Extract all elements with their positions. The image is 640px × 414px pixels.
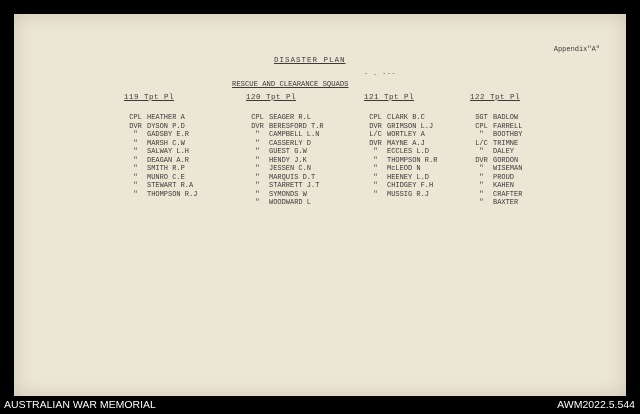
soldier-name: DEAGAN A.R [147, 156, 190, 165]
soldier-name: WOODWARD L [269, 199, 312, 207]
roster-row [364, 165, 437, 174]
soldier-name: SMITH R.P [147, 165, 185, 173]
rank: " [373, 182, 378, 190]
soldier-name: BAXTER [493, 199, 519, 207]
roster-row [246, 182, 324, 191]
rank: " [255, 156, 260, 165]
roster-row [364, 157, 437, 166]
typed-marks: - . --- [364, 70, 397, 77]
rank: " [479, 173, 484, 182]
roster-list [470, 114, 522, 208]
roster-list [364, 114, 437, 199]
soldier-name: STARRETT J.T [269, 182, 320, 190]
soldier-name: BADLOW [493, 114, 519, 122]
soldier-name: WISEMAN [493, 165, 523, 173]
soldier-name: JESSEN C.N [269, 165, 312, 173]
soldier-name: SALWAY L.H [147, 148, 190, 156]
roster-row [246, 114, 324, 123]
rank: DVR [251, 122, 264, 131]
rank: " [133, 182, 138, 190]
roster-row [246, 123, 324, 132]
platoon-column-122 [470, 94, 522, 208]
rank: " [479, 199, 484, 207]
roster-row [470, 148, 522, 157]
soldier-name: THOMPSON R.J [147, 190, 198, 199]
roster-row [364, 191, 437, 200]
roster-row [124, 114, 197, 123]
roster-row [364, 114, 437, 123]
footer-institution: AUSTRALIAN WAR MEMORIAL [4, 399, 156, 411]
roster-row [124, 182, 197, 191]
rank: " [255, 190, 260, 199]
soldier-name: DYSON P.D [147, 122, 185, 131]
roster-row [364, 182, 437, 191]
soldier-name: STEWART R.A [147, 182, 194, 190]
rank: " [479, 165, 484, 173]
soldier-name: BERESFORD T.R [269, 122, 324, 131]
rank: CPL [251, 114, 264, 122]
rank: " [133, 148, 138, 156]
roster-row [470, 182, 522, 191]
rank: " [479, 131, 484, 139]
soldier-name: MUNRO C.E [147, 173, 185, 182]
rank: CPL [129, 114, 142, 122]
roster-row [364, 131, 437, 140]
soldier-name: HEATHER A [147, 114, 185, 122]
roster-row [124, 148, 197, 157]
roster-row [470, 131, 522, 140]
soldier-name: SEAGER R.L [269, 114, 312, 122]
rank: " [373, 190, 378, 199]
platoon-column-120 [246, 94, 324, 208]
soldier-name: PROUD [493, 173, 515, 182]
document-page [14, 14, 626, 396]
soldier-name: MARSH C.W [147, 139, 185, 148]
soldier-name: CAMPBELL L.N [269, 131, 320, 139]
roster-row [246, 148, 324, 157]
roster-row [246, 131, 324, 140]
rank: " [373, 165, 378, 173]
roster-row [124, 165, 197, 174]
soldier-name: CLARK B.C [387, 114, 425, 122]
soldier-name: WORTLEY A [387, 131, 425, 139]
soldier-name: GADSBY E.R [147, 131, 190, 139]
rank: " [133, 156, 138, 165]
rank: " [133, 173, 138, 182]
rank: " [373, 173, 378, 182]
soldier-name: DALEY [493, 148, 515, 156]
soldier-name: BOOTHBY [493, 131, 523, 139]
soldier-name: GORDON [493, 156, 519, 165]
footer-bar [0, 396, 640, 414]
document-title: DISASTER PLAN [274, 57, 346, 65]
soldier-name: MUSSIG R.J [387, 190, 430, 199]
roster-row [470, 123, 522, 132]
soldier-name: CRAFTER [493, 190, 523, 199]
column-heading: 119 Tpt Pl [124, 94, 175, 102]
soldier-name: CHIDGEY F.H [387, 182, 434, 190]
rank: DVR [475, 156, 488, 165]
soldier-name: SYMONDS W [269, 190, 307, 199]
roster-row [246, 157, 324, 166]
roster-row [364, 123, 437, 132]
soldier-name: MARQUIS D.T [269, 173, 316, 182]
rank: " [133, 190, 138, 199]
roster-list [124, 114, 197, 199]
roster-list [246, 114, 324, 208]
roster-row [470, 165, 522, 174]
rank: L/C [369, 131, 382, 139]
rank: " [133, 139, 138, 148]
rank: " [255, 165, 260, 173]
soldier-name: MAYNE A.J [387, 139, 425, 148]
roster-row [246, 165, 324, 174]
soldier-name: GUEST G.W [269, 148, 307, 156]
roster-row [246, 140, 324, 149]
roster-row [470, 157, 522, 166]
rank: DVR [369, 139, 382, 148]
roster-row [470, 114, 522, 123]
rank: " [479, 190, 484, 199]
rank: " [255, 139, 260, 148]
roster-row [246, 174, 324, 183]
roster-row [470, 174, 522, 183]
soldier-name: ECCLES L.D [387, 148, 430, 156]
rank: " [255, 182, 260, 190]
soldier-name: FARRELL [493, 122, 523, 131]
rank: DVR [129, 122, 142, 131]
roster-row [470, 191, 522, 200]
rank: " [479, 148, 484, 156]
roster-row [470, 140, 522, 149]
rank: L/C [475, 139, 488, 148]
roster-row [124, 157, 197, 166]
rank: " [479, 182, 484, 190]
roster-row [364, 174, 437, 183]
appendix-label: Appendix"A" [553, 46, 600, 54]
rank: " [255, 199, 260, 207]
document-subtitle: RESCUE AND CLEARANCE SQUADS [232, 81, 349, 89]
rank: SGT [475, 114, 488, 122]
roster-row [124, 140, 197, 149]
roster-row [124, 131, 197, 140]
platoon-column-119 [124, 94, 197, 199]
roster-row [470, 199, 522, 208]
roster-row [364, 140, 437, 149]
roster-row [246, 191, 324, 200]
rank: " [255, 173, 260, 182]
roster-row [124, 191, 197, 200]
rank: " [255, 131, 260, 139]
rank: " [255, 148, 260, 156]
rank: CPL [475, 122, 488, 131]
rank: DVR [369, 122, 382, 131]
soldier-name: KAHEN [493, 182, 515, 190]
column-heading: 121 Tpt Pl [364, 94, 415, 102]
platoon-column-121 [364, 94, 437, 199]
rank: CPL [369, 114, 382, 122]
roster-row [124, 123, 197, 132]
soldier-name: GRIMSON L.J [387, 122, 434, 131]
rank: " [373, 148, 378, 156]
soldier-name: HEENEY L.D [387, 173, 430, 182]
soldier-name: TRIMNE [493, 139, 519, 148]
soldier-name: HENDY J.K [269, 156, 307, 165]
rank: " [133, 131, 138, 139]
footer-accession-number: AWM2022.5.544 [557, 399, 635, 411]
soldier-name: CASSERLY D [269, 139, 312, 148]
roster-row [246, 199, 324, 208]
soldier-name: THOMPSON R.R [387, 156, 438, 165]
rank: " [133, 165, 138, 173]
roster-row [124, 174, 197, 183]
roster-row [364, 148, 437, 157]
rank: " [373, 156, 378, 165]
column-heading: 122 Tpt Pl [470, 94, 521, 102]
soldier-name: McLEOD N [387, 165, 421, 173]
column-heading: 120 Tpt Pl [246, 94, 297, 102]
